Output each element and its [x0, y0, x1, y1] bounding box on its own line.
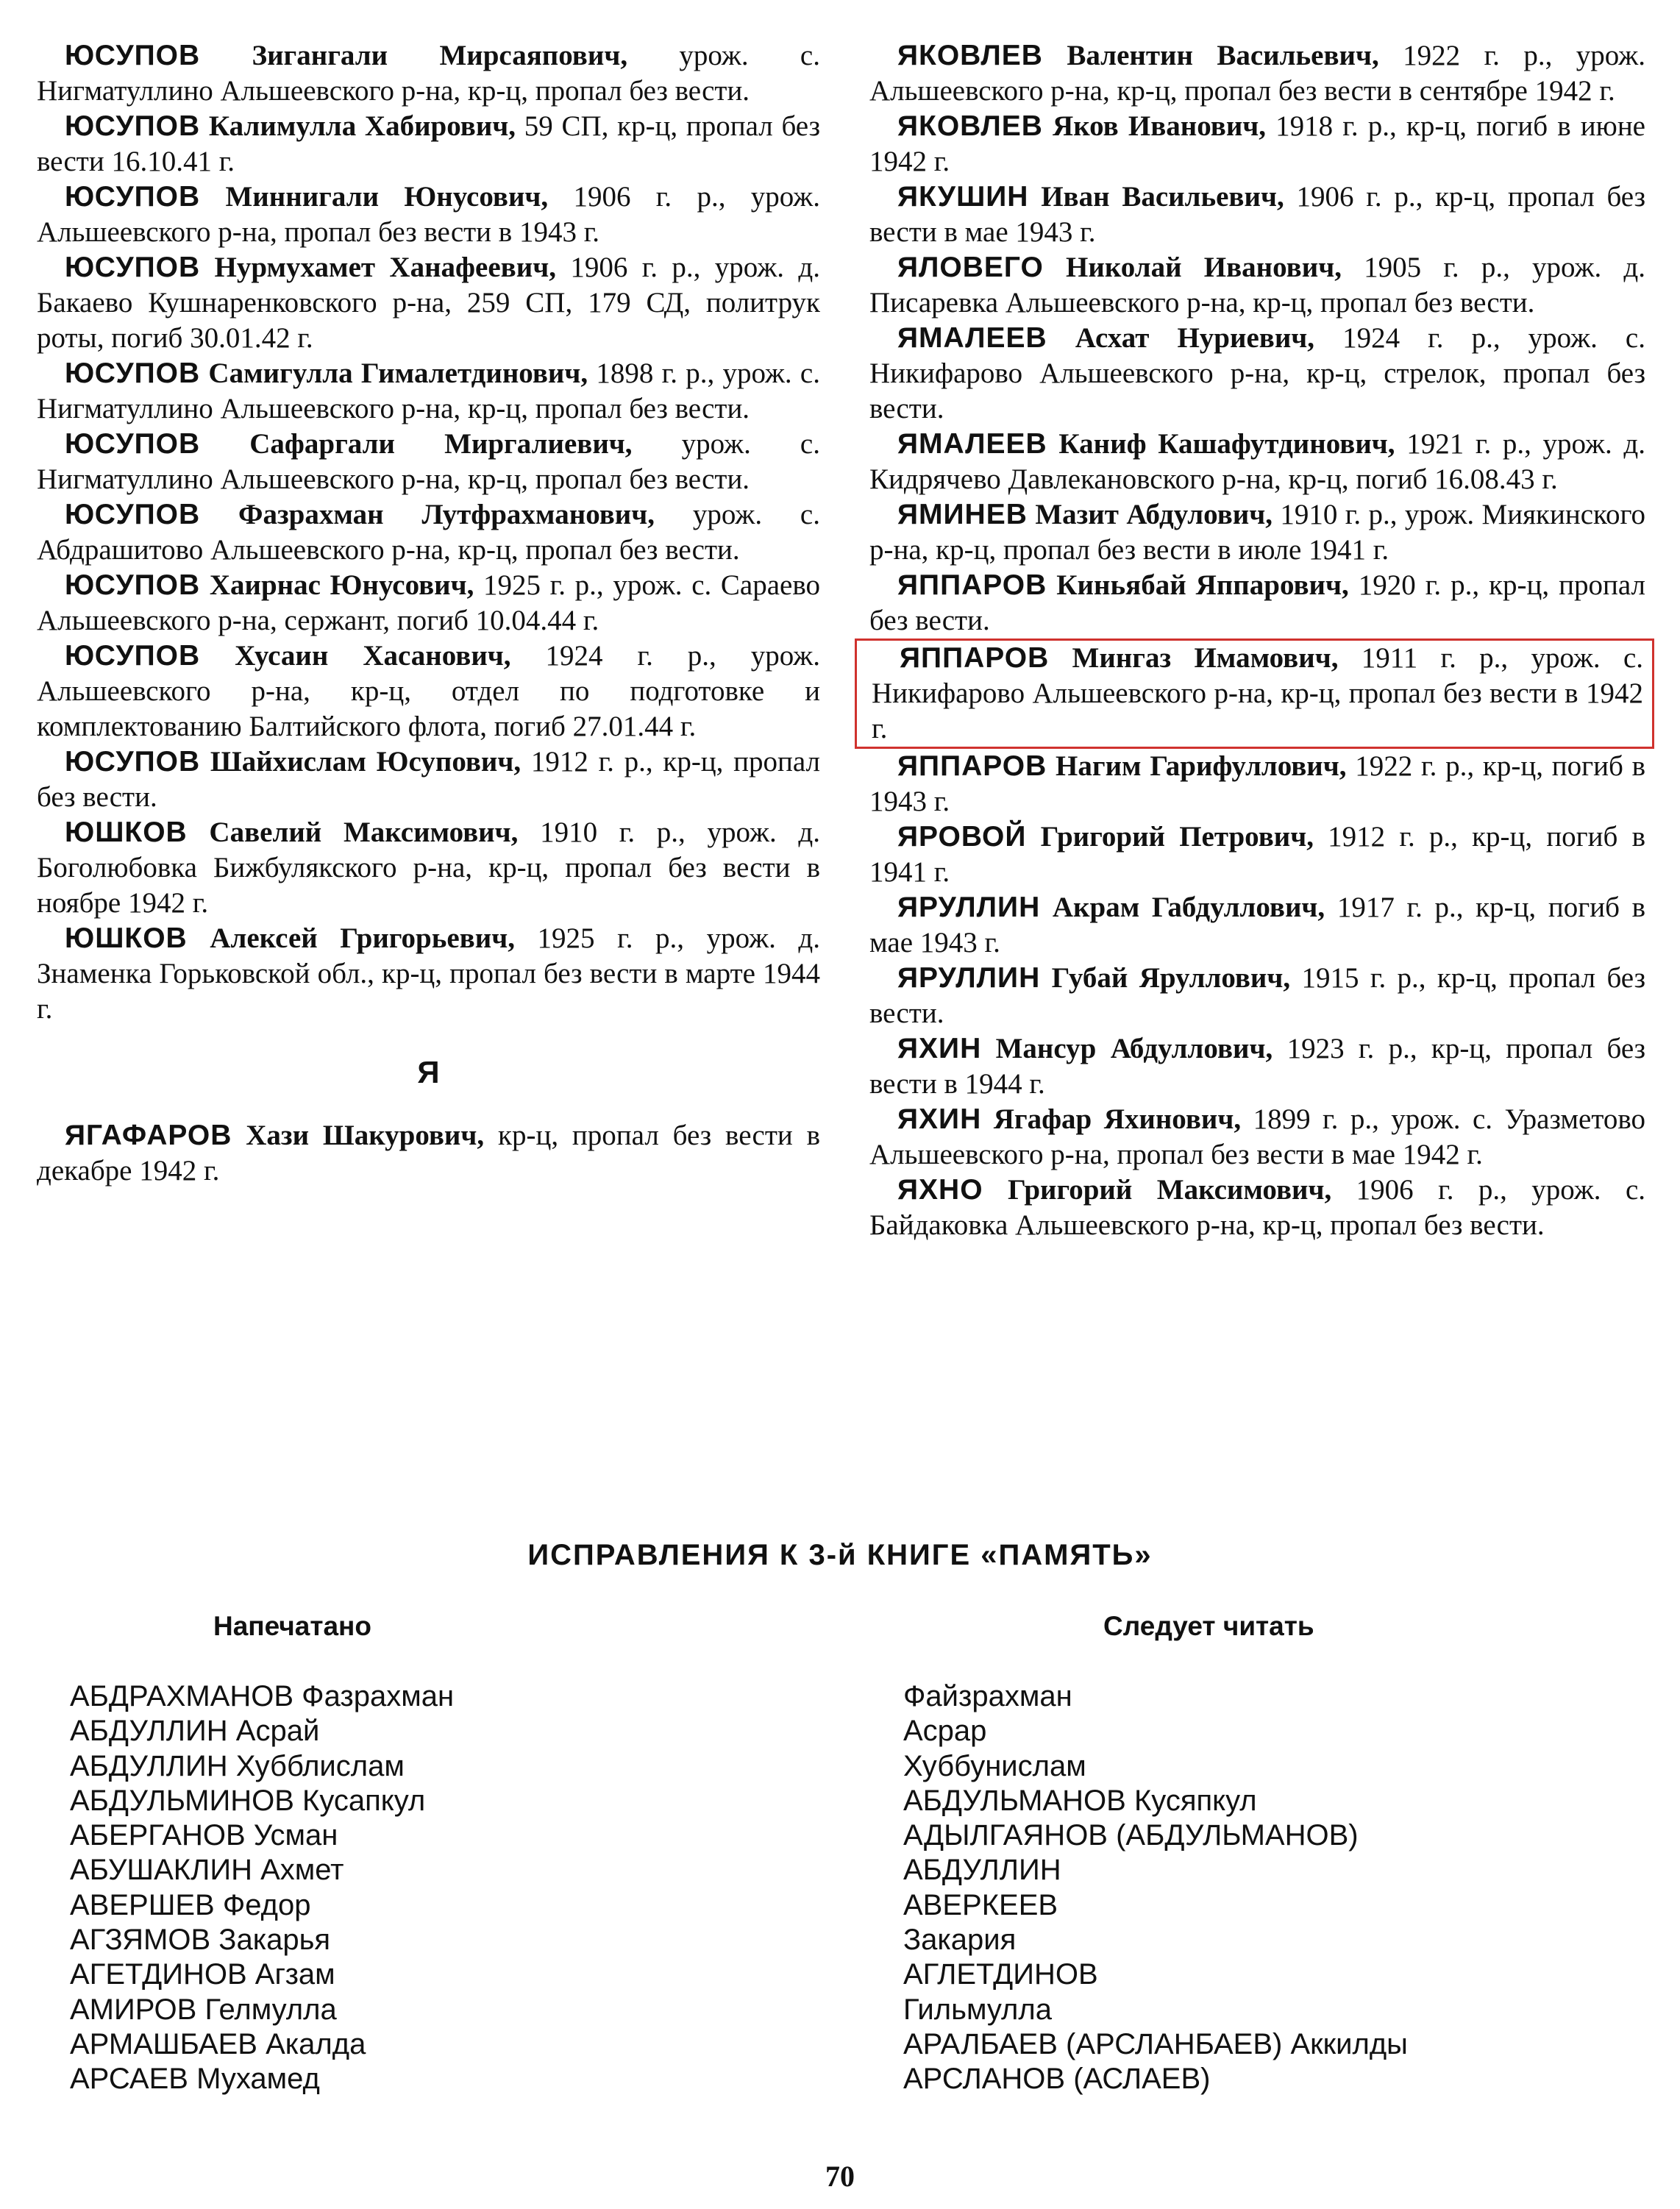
entry-surname: ЮШКОВ	[65, 922, 188, 954]
correction-item: АБДРАХМАНОВ Фазрахман	[70, 1680, 455, 1712]
entry	[869, 819, 1645, 890]
entry	[869, 568, 1645, 638]
entry-details: 1917 г. р., кр-ц, погиб в мае 1943 г.	[869, 892, 1645, 958]
entry	[869, 250, 1645, 321]
entry	[37, 815, 820, 921]
correct-column-header: Следует читать	[1103, 1611, 1314, 1641]
entry-surname: ЯКОВЛЕВ	[897, 40, 1043, 71]
entry-given-name: Ягафар Яхинович,	[993, 1103, 1242, 1135]
entry-details: 1922 г. р., кр-ц, погиб в 1943 г.	[869, 750, 1645, 817]
entry-given-name: Яков Иванович,	[1053, 110, 1267, 142]
entry	[869, 961, 1645, 1031]
entry-given-name: Асхат Нуриевич,	[1075, 322, 1315, 354]
entry-surname: ЯКУШИН	[897, 181, 1029, 213]
entry	[37, 921, 820, 1027]
entry	[869, 1102, 1645, 1173]
correction-item: АБДУЛЬМАНОВ Кусяпкул	[903, 1784, 1257, 1817]
entry-given-name: Мингаз Имамович,	[1072, 642, 1339, 674]
entry-given-name: Григорий Петрович,	[1040, 821, 1314, 853]
entry	[869, 427, 1645, 497]
left-column	[37, 38, 820, 1189]
entry-details: урож. с. Абдрашитово Альшеевского р-на, кр-ц, пропал без вести.	[37, 499, 820, 566]
correction-item: АГЕТДИНОВ Агзам	[70, 1958, 335, 1991]
entry-details: 1918 г. р., кр-ц, погиб в июне 1942 г.	[869, 110, 1645, 177]
entry	[37, 250, 820, 356]
entry	[869, 1031, 1645, 1102]
entry	[869, 1173, 1645, 1243]
entry	[37, 744, 820, 815]
entry-surname: ЯРОВОЙ	[897, 821, 1027, 853]
entry	[37, 109, 820, 179]
entry	[37, 638, 820, 744]
entry-details: 1906 г. р., урож. д. Бакаево Кушнаренковского р-на, 259 СП, 179 СД, политрук роты, погиб 30.01.42 г.	[37, 252, 820, 354]
entry-given-name: Миннигали Юнусович,	[225, 181, 549, 213]
section-letter: Я	[417, 1055, 440, 1089]
page-number: 70	[825, 2160, 855, 2193]
entry-details: урож. с. Нигматуллино Альшеевского р-на, кр-ц, пропал без вести.	[37, 40, 820, 107]
entry-details: урож. с. Нигматуллино Альшеевского р-на, кр-ц, пропал без вести.	[37, 428, 820, 495]
entry-given-name: Акрам Габдуллович,	[1052, 892, 1325, 923]
corrections-title: ИСПРАВЛЕНИЯ К 3-й КНИГЕ «ПАМЯТЬ»	[527, 1539, 1153, 1571]
entry-surname: ЮСУПОВ	[65, 110, 201, 142]
entry-surname: ЯМАЛЕЕВ	[897, 428, 1047, 460]
correction-item: АРМАШБАЕВ Акалда	[70, 2027, 366, 2060]
printed-column-header: Напечатано	[213, 1611, 372, 1641]
entry-details: 1905 г. р., урож. д. Писаревка Альшеевского р-на, кр-ц, пропал без вести.	[869, 252, 1645, 319]
entry	[37, 568, 820, 638]
entry-surname: ЯППАРОВ	[897, 750, 1047, 782]
correction-item: Асрар	[903, 1715, 987, 1748]
entry-given-name: Валентин Васильевич,	[1067, 40, 1379, 71]
entry-given-name: Зигангали Мирсаяпович,	[252, 40, 628, 71]
entry-given-name: Самигулла Гималетдинович,	[208, 358, 588, 389]
entry-details: 1906 г. р., кр-ц, пропал без вести в мае 1943 г.	[869, 181, 1645, 248]
entry-given-name: Киньябай Яппарович,	[1056, 569, 1349, 601]
correction-item: Файзрахман	[903, 1680, 1072, 1712]
entry-surname: ЮСУПОВ	[65, 252, 201, 283]
entry-given-name: Нагим Гарифуллович,	[1056, 750, 1347, 782]
entry-details: 1921 г. р., урож. д. Кидрячево Давлекановского р-на, кр-ц, погиб 16.08.43 г.	[869, 428, 1645, 495]
entry-surname: ЯХИН	[897, 1103, 982, 1135]
entry	[869, 179, 1645, 250]
entry-given-name: Нурмухамет Ханафеевич,	[214, 252, 556, 283]
correction-item: АРАЛБАЕВ (АРСЛАНБАЕВ) Аккилды	[903, 2027, 1408, 2060]
entry-details: 1911 г. р., урож. с. Никифарово Альшеевского р-на, кр-ц, пропал без вести в 1942 г.	[872, 642, 1644, 744]
entry-surname: ЮСУПОВ	[65, 569, 201, 601]
entry	[37, 497, 820, 568]
correction-item: АБУШАКЛИН Ахмет	[70, 1854, 344, 1887]
entry-given-name: Фазрахман Лутфрахманович,	[238, 499, 655, 530]
entry-details: 1910 г. р., урож. д. Боголюбовка Бижбулякского р-на, кр-ц, пропал без вести в ноябре 1942 г.	[37, 817, 820, 919]
entry-details: 1923 г. р., кр-ц, пропал без вести в 1944 г.	[869, 1033, 1646, 1100]
entry-details: 1898 г. р., урож. с. Нигматуллино Альшеевского р-на, кр-ц, пропал без вести.	[37, 358, 820, 424]
correction-item: АБДУЛЛИН Асрай	[70, 1715, 320, 1748]
entry-details: 1924 г. р., урож. Альшеевского р-на, кр-ц, отдел по подготовке и комплектованию Балтийского флота, погиб 27.01.44 г.	[37, 640, 821, 742]
entry	[37, 179, 820, 250]
entry-details: 1925 г. р., урож. с. Сараево Альшеевского р-на, сержант, погиб 10.04.44 г.	[37, 569, 820, 636]
correction-item: АВЕРШЕВ Федор	[70, 1888, 311, 1921]
entry-surname: ЯГАФАРОВ	[65, 1120, 232, 1151]
entry	[869, 321, 1645, 427]
correction-item: АГЗЯМОВ Закарья	[70, 1924, 331, 1957]
entry-details: 1910 г. р., урож. Миякинского р-на, кр-ц, пропал без вести в июле 1941 г.	[869, 499, 1645, 566]
correction-item: АБДУЛЛИН	[903, 1854, 1061, 1887]
entry-details: 1912 г. р., кр-ц, пропал без вести.	[37, 746, 821, 813]
correction-item: АБЕРГАНОВ Усман	[70, 1819, 338, 1852]
entry	[37, 38, 820, 109]
entry-surname: ЯРУЛЛИН	[897, 892, 1041, 923]
entry-given-name: Хази Шакурович,	[246, 1120, 485, 1151]
entry	[37, 356, 820, 427]
correction-item: АРСЛАНОВ (АСЛАЕВ)	[903, 2063, 1211, 2096]
entry-given-name: Шайхислам Юсупович,	[210, 746, 522, 778]
entry-details: 1915 г. р., кр-ц, пропал без вести.	[869, 962, 1645, 1029]
correction-item: АМИРОВ Гелмулла	[70, 1993, 337, 2026]
entry-surname: ЯППАРОВ	[900, 642, 1050, 674]
correction-item: АБДУЛЛИН Хубблислам	[70, 1749, 405, 1782]
entry-details: кр-ц, пропал без вести в декабре 1942 г.	[37, 1120, 821, 1187]
entry-given-name: Мазит Абдулович,	[1035, 499, 1273, 530]
right-column	[869, 38, 1645, 1243]
ya-entries	[37, 1118, 820, 1189]
entry-given-name: Хусаин Хасанович,	[235, 640, 511, 672]
entry-surname: ЮСУПОВ	[65, 40, 201, 71]
entry-details: 59 СП, кр-ц, пропал без вести 16.10.41 г.	[37, 110, 820, 177]
correction-item: АБДУЛЬМИНОВ Кусапкул	[70, 1784, 426, 1817]
correction-item: Хуббунислам	[903, 1749, 1086, 1782]
entry-surname: ЮСУПОВ	[65, 640, 201, 672]
entry	[37, 427, 820, 497]
entry	[37, 1118, 820, 1189]
entry-surname: ЮСУПОВ	[65, 358, 201, 389]
correction-item: АГЛЕТДИНОВ	[903, 1958, 1098, 1991]
entry-given-name: Алексей Григорьевич,	[210, 922, 515, 954]
entry-details: 1899 г. р., урож. с. Уразметово Альшеевского р-на, пропал без вести в мае 1942 г.	[869, 1103, 1645, 1170]
entry-given-name: Николай Иванович,	[1066, 252, 1342, 283]
correction-item: Гильмулла	[903, 1993, 1052, 2026]
entry-given-name: Калимулла Хабирович,	[208, 110, 516, 142]
entry-surname: ЯЛОВЕГО	[897, 252, 1044, 283]
entry-given-name: Каниф Кашафутдинович,	[1058, 428, 1395, 460]
entry-details: 1922 г. р., урож. Альшеевского р-на, кр-ц, пропал без вести в сентябре 1942 г.	[869, 40, 1645, 107]
correct-list	[903, 1679, 1408, 2097]
entry-details: 1906 г. р., урож. с. Байдаковка Альшеевского р-на, кр-ц, пропал без вести.	[869, 1174, 1646, 1241]
entry	[869, 109, 1645, 179]
entry-surname: ЯППАРОВ	[897, 569, 1047, 601]
entry-given-name: Григорий Максимович,	[1007, 1174, 1332, 1206]
correction-item: АВЕРКЕЕВ	[903, 1888, 1058, 1921]
correction-item: АРСАЕВ Мухамед	[70, 2063, 320, 2096]
entry	[869, 497, 1645, 568]
entry-details: 1912 г. р., кр-ц, погиб в 1941 г.	[869, 821, 1645, 888]
entry-surname: ЮСУПОВ	[65, 428, 201, 460]
entry-surname: ЮШКОВ	[65, 817, 188, 848]
entry-given-name: Иван Васильевич,	[1041, 181, 1284, 213]
entry-surname: ЮСУПОВ	[65, 499, 201, 530]
entry-details: 1920 г. р., кр-ц, пропал без вести.	[869, 569, 1646, 636]
right-entries	[869, 38, 1645, 1243]
entry-surname: ЯХИН	[897, 1033, 982, 1064]
printed-list	[70, 1679, 454, 2097]
entry	[855, 638, 1654, 749]
entry-given-name: Савелий Максимович,	[209, 817, 519, 848]
entry-surname: ЮСУПОВ	[65, 746, 201, 778]
entry	[869, 749, 1645, 819]
entry-surname: ЯМАЛЕЕВ	[897, 322, 1047, 354]
entry-given-name: Мансур Абдуллович,	[995, 1033, 1273, 1064]
entry	[869, 890, 1645, 961]
entry	[869, 38, 1645, 109]
entry-surname: ЮСУПОВ	[65, 181, 201, 213]
correction-item: АДЫЛГАЯНОВ (АБДУЛЬМАНОВ)	[903, 1819, 1359, 1852]
entry-details: 1924 г. р., урож. с. Никифарово Альшеевского р-на, кр-ц, стрелок, пропал без вести.	[869, 322, 1645, 424]
entry-surname: ЯРУЛЛИН	[897, 962, 1041, 994]
entry-given-name: Хаирнас Юнусович,	[209, 569, 474, 601]
entry-surname: ЯХНО	[897, 1174, 983, 1206]
entry-surname: ЯМИНЕВ	[897, 499, 1028, 530]
correction-item: Закария	[903, 1924, 1017, 1957]
entry-given-name: Губай Яруллович,	[1051, 962, 1291, 994]
entry-details: 1906 г. р., урож. Альшеевского р-на, пропал без вести в 1943 г.	[37, 181, 820, 248]
entry-surname: ЯКОВЛЕВ	[897, 110, 1043, 142]
entry-given-name: Сафаргали Миргалиевич,	[249, 428, 633, 460]
entry-details: 1925 г. р., урож. д. Знаменка Горьковской обл., кр-ц, пропал без вести в марте 1944 г.	[37, 922, 820, 1025]
left-entries	[37, 38, 820, 1027]
